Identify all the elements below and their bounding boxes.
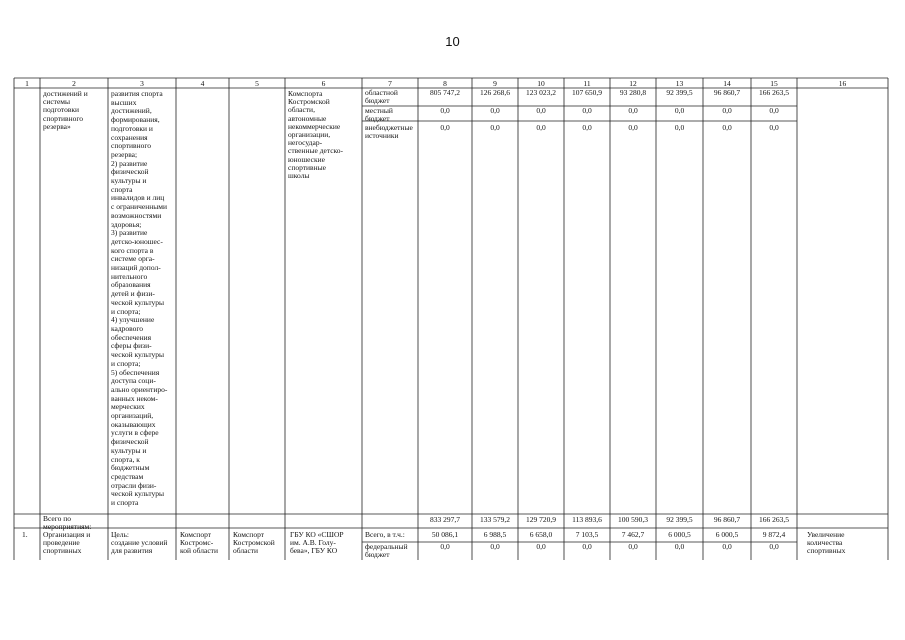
col-header-10: 10	[537, 79, 545, 88]
row1-col3-line: с ограниченными	[111, 202, 168, 212]
row1-source-1: областной бюджет	[365, 88, 398, 106]
row1-col3-line: 3) развитие	[111, 228, 148, 238]
row1-col3-line: организаций,	[111, 411, 154, 421]
row2-col16-text: Увеличение количества спортивных	[807, 530, 846, 556]
total-value-cell: 113 893,6	[572, 515, 602, 524]
row2-value-cell: 0,0	[628, 542, 638, 551]
total-value-cell: 833 297,7	[430, 515, 460, 524]
row1-col3-line: здоровья;	[111, 219, 142, 229]
row1-col3-line: мерческих	[111, 402, 145, 412]
total-value-cell: 92 399,5	[666, 515, 693, 524]
row1-value-cell: 96 860,7	[713, 88, 741, 97]
row2-value-cell: 6 658,0	[529, 530, 553, 539]
row1-col3-line: ванных неком-	[111, 393, 158, 403]
row1-value-cell: 123 023,2	[526, 88, 556, 97]
row1-col3-line: 5) обеспечения	[111, 367, 160, 377]
row1-col3-line: формирования,	[111, 115, 160, 125]
row1-value-cell: 0,0	[582, 106, 592, 115]
row1-value-cell: 0,0	[628, 106, 638, 115]
row1-col2-text: достижений и системы подготовки спортивного резерва»	[43, 89, 88, 131]
col-header-3: 3	[140, 79, 144, 88]
row1-col3-line: подготовки и	[111, 123, 153, 133]
row1-col3-line: и спорта;	[111, 358, 141, 368]
col-header-4: 4	[200, 79, 205, 88]
row2-value-cell: 0,0	[674, 542, 685, 551]
row1-col3-line: детско-юношес-	[111, 236, 163, 246]
row1-col3-line: спорта	[111, 184, 133, 194]
row1-source-2: местный бюджет	[365, 106, 393, 124]
row1-value-cell: 166 263,5	[759, 88, 789, 97]
row1-col3-line: развития спорта	[111, 89, 163, 98]
col-header-12: 12	[629, 79, 637, 88]
row1-col3-line: достижений,	[111, 106, 152, 116]
row1-value-cell: 0,0	[490, 123, 500, 132]
col-header-14: 14	[723, 79, 731, 88]
row1-value-cell: 0,0	[769, 106, 779, 115]
row1-col3-line: спорта, к	[111, 454, 140, 464]
row1-col3-line: возможностями	[111, 210, 162, 220]
col-header-6: 6	[321, 79, 326, 88]
row2-value-cell: 0,0	[722, 542, 732, 551]
row1-col3-line: и спорта;	[111, 306, 141, 316]
col-header-15: 15	[770, 79, 778, 88]
row1-value-cell: 0,0	[536, 123, 546, 132]
total-value-cell: 100 590,3	[618, 515, 648, 524]
row2-value-cell: 0,0	[769, 542, 779, 551]
row1-value-cell: 107 650,9	[572, 88, 602, 97]
row1-value-cell: 92 399,5	[666, 88, 693, 97]
row2-value-cell: 0,0	[440, 542, 450, 551]
total-label: Всего по мероприятиям:	[43, 514, 92, 532]
row2-value-cell: 7 103,5	[575, 530, 599, 539]
col-header-13: 13	[675, 79, 684, 88]
row1-value-cell: 0,0	[582, 123, 592, 132]
row2-value-cell: 50 086,1	[431, 530, 459, 539]
row1-col3-line: услуги в сфере	[111, 428, 159, 438]
row2-value-cell: 6 000,5	[668, 530, 691, 539]
row2-col6-text: ГБУ КО «СШОР им. А.В. Голу- бева», ГБУ КО	[290, 530, 344, 556]
row1-col3-line: средствам	[111, 471, 144, 481]
row1-col3-line: сферы физи-	[111, 341, 152, 351]
row1-value-cell: 0,0	[674, 106, 685, 115]
row1-value-cell: 805 747,2	[430, 88, 460, 97]
total-value-cell: 133 579,2	[480, 515, 510, 524]
row1-col3-line: системе орга-	[111, 254, 155, 264]
row2-value-cell: 6 000,5	[715, 530, 739, 539]
row1-col3-line: образования	[111, 280, 151, 290]
row2-col2-text: Организация и проведение спортивных	[43, 530, 91, 556]
col-header-16: 16	[838, 79, 847, 88]
row1-col3-line: детей и физи-	[111, 289, 155, 299]
total-value-cell: 129 720,9	[526, 515, 556, 524]
row1-col3-line: физической	[111, 167, 149, 177]
row1-value-cell: 0,0	[440, 106, 450, 115]
row1-col3-line: резерва;	[111, 149, 138, 159]
row1-source-3: внебюджетные источники	[365, 123, 413, 141]
row1-col3-line: обеспечения	[111, 332, 152, 342]
row2-col4-text: Комспорт Костромс- кой области	[180, 530, 218, 556]
row1-value-cell: 0,0	[490, 106, 500, 115]
row1-value-cell: 0,0	[722, 123, 732, 132]
row1-col3-line: нительного	[111, 271, 148, 281]
row1-col3-line: ческой культуры	[111, 350, 165, 360]
row1-value-cell: 126 268,6	[480, 88, 510, 97]
row1-col3-line: спортивного	[111, 141, 151, 151]
row2-col3-text: Цель: создание условий для развития	[111, 530, 168, 556]
col-header-2: 2	[72, 79, 76, 88]
row2-col5-text: Комспорт Костромской области	[233, 530, 275, 556]
total-value-cell: 96 860,7	[713, 515, 741, 524]
row2-value-cell: 9 872,4	[762, 530, 786, 539]
total-value-cell: 166 263,5	[759, 515, 789, 524]
row2-number: 1.	[22, 530, 28, 539]
row2-value-cell: 0,0	[536, 542, 546, 551]
col-header-1: 1	[25, 79, 29, 88]
row1-col3-line: ческой культуры	[111, 297, 165, 307]
row1-value-cell: 0,0	[769, 123, 779, 132]
row1-col3-line: культуры и	[111, 445, 147, 455]
row1-col3-line: инвалидов и лиц	[111, 193, 165, 203]
page-number: 10	[445, 34, 460, 49]
row1-value-cell: 93 280,8	[619, 88, 647, 97]
row1-col3-line: физической	[111, 437, 149, 447]
row1-value-cell: 0,0	[674, 123, 685, 132]
row1-value-cell: 0,0	[722, 106, 732, 115]
row1-col3-line: кого спорта в	[111, 245, 154, 255]
row1-col3-line: ально ориентиро-	[111, 384, 168, 394]
row2-value-cell: 0,0	[490, 542, 500, 551]
col-header-7: 7	[388, 79, 392, 88]
row2-value-cell: 7 462,7	[621, 530, 645, 539]
row1-value-cell: 0,0	[628, 123, 638, 132]
row1-col3-line: бюджетным	[111, 463, 150, 473]
row2-source-2: федеральный бюджет	[365, 542, 408, 560]
row1-col3-line: оказывающих	[111, 419, 156, 429]
col-header-11: 11	[583, 79, 591, 88]
row1-col3-line: высших	[111, 97, 137, 107]
row1-col3-text	[111, 90, 173, 508]
row1-value-cell: 0,0	[536, 106, 546, 115]
col-header-5: 5	[255, 79, 259, 88]
row1-col3-line: сохранения	[111, 132, 148, 142]
row1-col3-line: доступа соци-	[111, 376, 156, 386]
row1-col3-line: культуры и	[111, 176, 147, 186]
row1-value-cell: 0,0	[440, 123, 450, 132]
row2-value-cell: 0,0	[582, 542, 592, 551]
row1-col6-text: Комспорта Костромской области, автономные некоммерческие организации, негосудар- ственные детско- юношеские спортивные школы	[288, 89, 344, 181]
row1-col3-line: и спорта	[111, 498, 139, 508]
row1-col3-line: отрасли физи-	[111, 480, 157, 490]
col-header-8: 8	[443, 79, 447, 88]
row1-col3-line: низаций допол-	[111, 263, 161, 273]
row1-col3-line: 4) улучшение	[111, 315, 155, 325]
row2-value-cell: 6 988,5	[483, 530, 507, 539]
col-header-9: 9	[493, 79, 497, 88]
row2-source-1: Всего, в т.ч.:	[365, 530, 405, 539]
row1-col3-line: ческой культуры	[111, 489, 165, 499]
row1-col3-line: кадрового	[111, 323, 144, 333]
row1-col3-line: 2) развитие	[111, 158, 148, 168]
